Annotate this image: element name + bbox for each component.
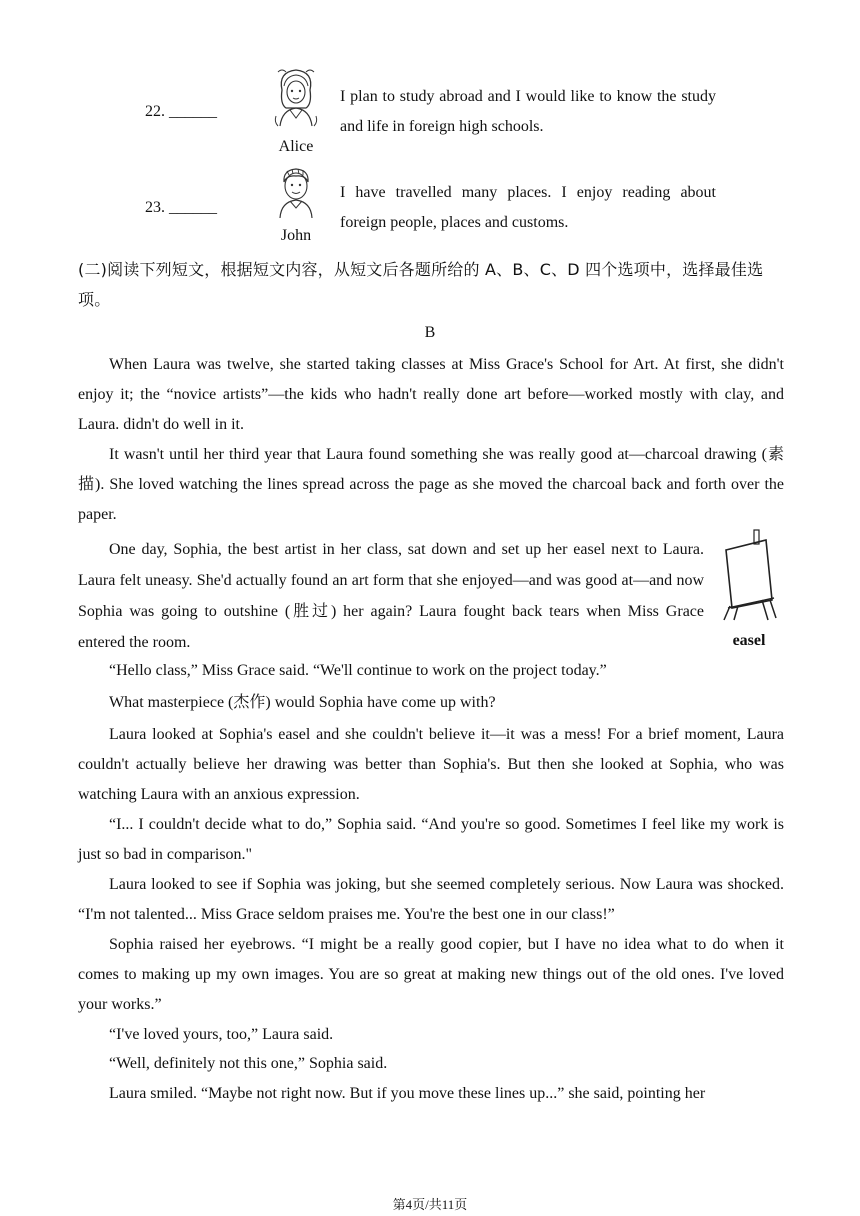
passage-paragraph-1: When Laura was twelve, she started taking classes at Miss Grace's School for Art. At first, she didn't enjoy it; the “novice artists”—the kids who hadn't really done art before—worked mostly with clay, and Laura. didn't do well in it.: [78, 356, 784, 433]
passage-paragraph-6: Laura looked at Sophia's easel and she couldn't believe it—it was a mess! For a brief moment, Laura couldn't actually believe her drawing was better than Sophia's. But then she looked at Sophia, who was watching Laura with an anxious expression.: [78, 726, 784, 803]
passage-paragraph-12: Laura smiled. “Maybe not right now. But if you move these lines up...” she said, pointing her: [109, 1085, 706, 1102]
question-text: I plan to study abroad and I would like to know the study and life in foreign high schools.: [340, 88, 716, 135]
page-footer: 第4页/共11页: [392, 1197, 468, 1212]
question-text: I have travelled many places. I enjoy reading about foreign people, places and customs.: [340, 184, 716, 231]
question-number: 23. ______: [145, 199, 217, 216]
section-label: B: [424, 324, 436, 341]
passage-paragraph-8: Laura looked to see if Sophia was joking, but she seemed completely serious. Now Laura was shocked. “I'm not talented... Miss Grace seldom praises me. You're the best one in our class!”: [78, 876, 784, 923]
student-name: John: [280, 227, 312, 244]
question-number: 22. ______: [145, 103, 217, 120]
section-instruction: (二)阅读下列短文，根据短文内容，从短文后各题所给的 A、B、C、D 四个选项中，选择最佳选项。: [78, 260, 764, 309]
easel-label: easel: [732, 632, 766, 649]
passage-paragraph-7: “I... I couldn't decide what to do,” Sophia said. “And you're so good. Sometimes I feel like my work is just so bad in comparison.": [78, 816, 784, 863]
passage-paragraph-3: One day, Sophia, the best artist in her class, sat down and set up her easel next to Laura. Laura felt uneasy. She'd actually found an art form that she enjoyed—and was good at—and now Sophia was going to outshine (胜过) her again? Laura fought back tears when Miss Grace entered the room.: [78, 541, 704, 651]
easel-icon: [718, 528, 780, 622]
passage-paragraph-2: It wasn't until her third year that Laura found something she was really good at—charcoal drawing (素描). She loved watching the lines spread across the page as she moved the charcoal back and forth over the paper.: [78, 446, 785, 523]
passage-paragraph-10: “I've loved yours, too,” Laura said.: [109, 1026, 334, 1043]
boy-portrait-icon: [275, 166, 317, 220]
student-name: Alice: [278, 138, 314, 155]
passage-paragraph-11: “Well, definitely not this one,” Sophia said.: [109, 1055, 388, 1072]
passage-paragraph-4: “Hello class,” Miss Grace said. “We'll continue to work on the project today.”: [109, 662, 607, 679]
passage-paragraph-5: What masterpiece (杰作) would Sophia have come up with?: [109, 694, 496, 711]
passage-paragraph-9: Sophia raised her eyebrows. “I might be a really good copier, but I have no idea what to do when it comes to making up my own images. You are so great at making new things out of the old ones. I've loved your works.”: [78, 936, 784, 1013]
girl-portrait-icon: [272, 64, 320, 130]
